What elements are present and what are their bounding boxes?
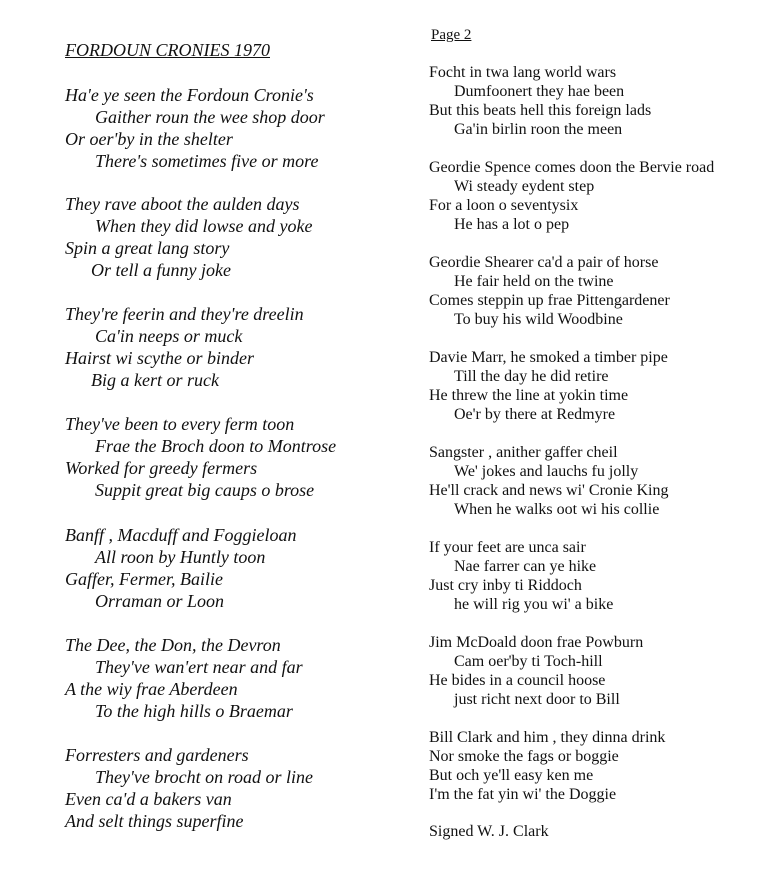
stanza-line: He fair held on the twine: [454, 273, 614, 290]
stanza-line: A the wiy frae Aberdeen: [65, 679, 238, 699]
stanza-line: Oe'r by there at Redmyre: [454, 406, 616, 423]
stanza-line: To buy his wild Woodbine: [454, 311, 623, 328]
stanza-line: Bill Clark and him , they dinna drink: [429, 729, 666, 746]
stanza-line: But och ye'll easy ken me: [429, 767, 594, 784]
stanza-line: I'm the fat yin wi' the Doggie: [429, 786, 617, 803]
stanza-line: Geordie Shearer ca'd a pair of horse: [429, 254, 659, 271]
page-label: Page 2: [431, 27, 472, 43]
stanza-line: When they did lowse and yoke: [95, 216, 313, 236]
stanza-line: Orraman or Loon: [95, 591, 225, 611]
stanza-line: Focht in twa lang world wars: [429, 64, 617, 81]
stanza-line: Jim McDoald doon frae Powburn: [429, 634, 644, 651]
stanza-line: All roon by Huntly toon: [95, 547, 266, 567]
stanza-line: When he walks oot wi his collie: [454, 501, 660, 518]
stanza-line: Wi steady eydent step: [454, 178, 595, 195]
stanza-right-4: [429, 348, 668, 424]
stanza-right-5: [429, 443, 668, 519]
stanza-line: They've been to every ferm toon: [65, 414, 295, 434]
stanza-line: Frae the Broch doon to Montrose: [95, 436, 337, 456]
stanza-line: Sangster , anither gaffer cheil: [429, 444, 618, 461]
stanza-line: He'll crack and news wi' Cronie King: [429, 482, 669, 499]
stanza-right-2: [429, 158, 714, 234]
stanza-line: Comes steppin up frae Pittengardener: [429, 292, 670, 309]
stanza-line: Dumfoonert they hae been: [454, 83, 625, 100]
stanza-line: They've wan'ert near and far: [95, 657, 303, 677]
stanza-right-8: [429, 728, 665, 804]
stanza-line: We' jokes and lauchs fu jolly: [454, 463, 639, 480]
stanza-line: And selt things superfine: [65, 811, 244, 831]
stanza-line: They rave aboot the aulden days: [65, 194, 300, 214]
stanza-line: Ga'in birlin roon the meen: [454, 121, 623, 138]
stanza-line: Or tell a funny joke: [91, 260, 231, 280]
stanza-line: They've brocht on road or line: [95, 767, 313, 787]
stanza-line: Spin a great lang story: [65, 238, 230, 258]
stanza-line: Banff , Macduff and Foggieloan: [65, 525, 297, 545]
stanza-right-1: [429, 63, 651, 139]
stanza-line: he will rig you wi' a bike: [454, 596, 614, 613]
stanza-line: The Dee, the Don, the Devron: [65, 635, 281, 655]
stanza-line: There's sometimes five or more: [95, 151, 319, 171]
stanza-line: Ha'e ye seen the Fordoun Cronie's: [65, 85, 314, 105]
stanza-line: He threw the line at yokin time: [429, 387, 629, 404]
stanza-line: If your feet are unca sair: [429, 539, 586, 556]
stanza-line: Even ca'd a bakers van: [65, 789, 232, 809]
stanza-line: For a loon o seventysix: [429, 197, 579, 214]
stanza-line: Geordie Spence comes doon the Bervie road: [429, 159, 715, 176]
stanza-line: Ca'in neeps or muck: [95, 326, 243, 346]
stanza-line: To the high hills o Braemar: [95, 701, 293, 721]
stanza-line: They're feerin and they're dreelin: [65, 304, 304, 324]
stanza-right-3: [429, 253, 670, 329]
stanza-line: Suppit great big caups o brose: [95, 480, 315, 500]
stanza-line: Nor smoke the fags or boggie: [429, 748, 619, 765]
stanza-line: Worked for greedy fermers: [65, 458, 258, 478]
stanza-line: Or oer'by in the shelter: [65, 129, 233, 149]
stanza-line: Till the day he did retire: [454, 368, 609, 385]
stanza-line: Davie Marr, he smoked a timber pipe: [429, 349, 668, 366]
stanza-line: just richt next door to Bill: [454, 691, 620, 708]
stanza-line: Just cry inby ti Riddoch: [429, 577, 582, 594]
stanza-line: Nae farrer can ye hike: [454, 558, 597, 575]
stanza-line: He bides in a council hoose: [429, 672, 606, 689]
stanza-line: Gaffer, Fermer, Bailie: [65, 569, 223, 589]
stanza-right-6: [429, 538, 613, 614]
stanza-line: He has a lot o pep: [454, 216, 570, 233]
stanza-line: Gaither roun the wee shop door: [95, 107, 325, 127]
stanza-line: Cam oer'by ti Toch-hill: [454, 653, 603, 670]
stanza-right-7: [429, 633, 643, 709]
poem-title: FORDOUN CRONIES 1970: [65, 40, 270, 60]
stanza-line: But this beats hell this foreign lads: [429, 102, 652, 119]
stanza-line: Big a kert or ruck: [91, 370, 219, 390]
signature: Signed W. J. Clark: [429, 823, 549, 840]
stanza-line: Hairst wi scythe or binder: [65, 348, 254, 368]
stanza-line: Forresters and gardeners: [65, 745, 249, 765]
